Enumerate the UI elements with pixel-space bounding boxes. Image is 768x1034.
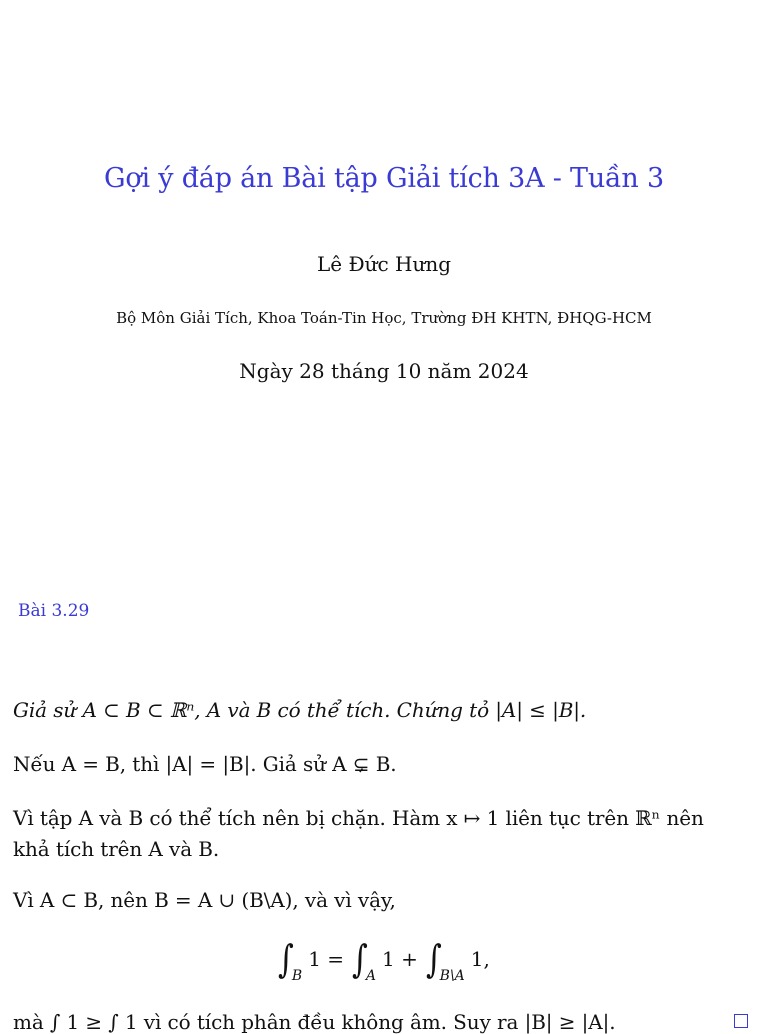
section-heading: Bài 3.29 xyxy=(18,601,90,621)
equation-term: 1 = xyxy=(308,947,345,971)
affiliation: Bộ Môn Giải Tích, Khoa Toán-Tin Học, Trường ĐH KHTN, ĐHQG-HCM xyxy=(116,309,652,327)
qed-square-icon xyxy=(734,1014,748,1028)
integral-domain: B\A xyxy=(439,968,465,984)
integral-sign: ∫ xyxy=(352,937,368,981)
paragraph-2-line-2: khả tích trên A và B. xyxy=(13,837,220,861)
equation-term: 1 + xyxy=(382,947,418,971)
problem-statement: Giả sử A ⊂ B ⊂ ℝⁿ, A và B có thể tích. Chứng tỏ |A| ≤ |B|. xyxy=(13,698,587,722)
integral-domain: B xyxy=(291,968,303,984)
integral-over-a xyxy=(350,937,376,984)
integral-domain: A xyxy=(365,968,376,984)
equation-term: 1, xyxy=(470,947,490,971)
paragraph-4: mà ∫ 1 ≥ ∫ 1 vì có tích phân đều không âm. Suy ra |B| ≥ |A|. xyxy=(13,1010,616,1034)
integral-over-b xyxy=(276,937,303,984)
document-date: Ngày 28 tháng 10 năm 2024 xyxy=(239,359,529,383)
integral-sign: ∫ xyxy=(425,937,442,981)
paragraph-2-line-1: Vì tập A và B có thể tích nên bị chặn. Hàm x ↦ 1 liên tục trên ℝⁿ nên xyxy=(13,806,704,830)
author-name: Lê Đức Hưng xyxy=(316,252,452,276)
document-title: Gợi ý đáp án Bài tập Giải tích 3A - Tuần 3 xyxy=(104,163,664,194)
integral-over-b-minus-a xyxy=(424,937,465,984)
integral-sign: ∫ xyxy=(278,937,294,981)
paragraph-1: Nếu A = B, thì |A| = |B|. Giả sử A ⊊ B. xyxy=(13,752,397,776)
integral-equation xyxy=(0,937,768,984)
paragraph-3: Vì A ⊂ B, nên B = A ∪ (B\A), và vì vậy, xyxy=(13,888,396,912)
